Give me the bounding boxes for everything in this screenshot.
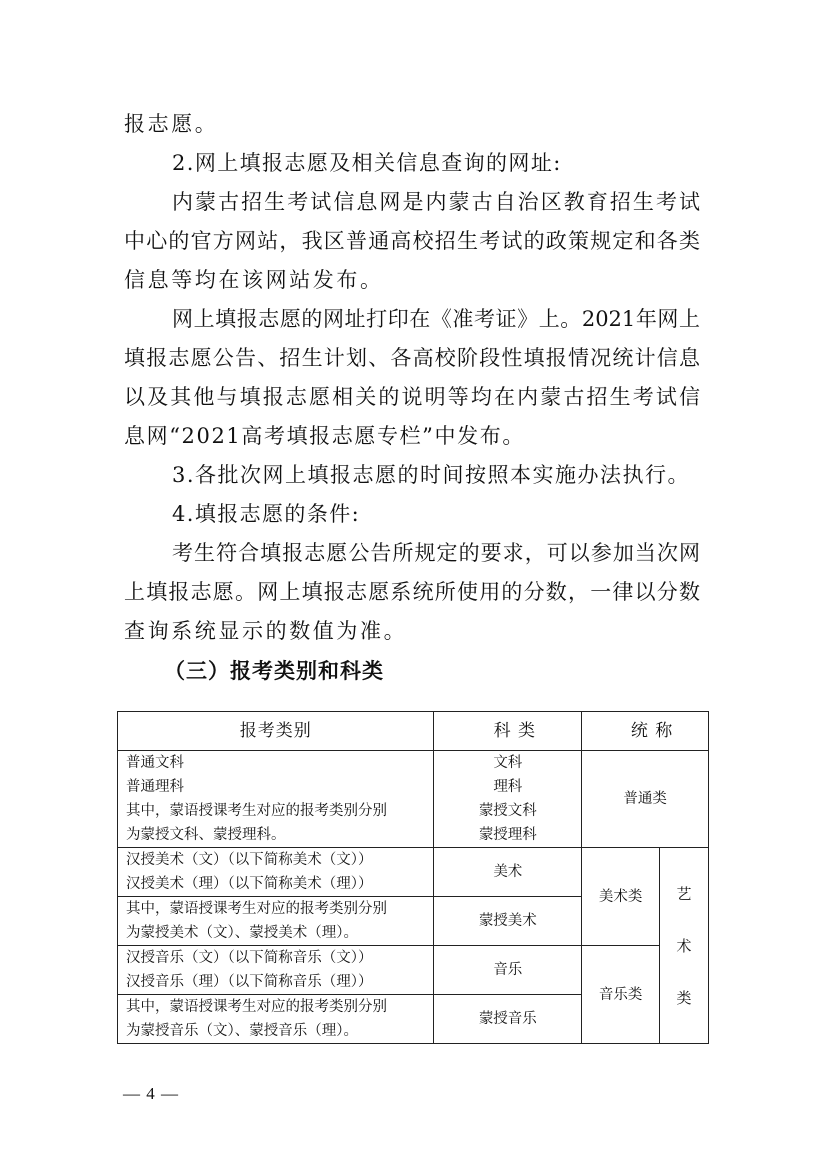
category-line: 为蒙授文科、蒙授理科。: [126, 827, 286, 843]
category-line: 普通理科: [126, 779, 184, 795]
table-row-music: [118, 946, 709, 995]
paragraph-line: 内蒙古招生考试信息网是内蒙古自治区教育招生考试: [172, 190, 700, 214]
category-cell: [118, 897, 434, 946]
paragraph-line: 网上填报志愿的网址打印在《准考证》上。2021年网上: [172, 307, 700, 331]
category-line: 其中，蒙语授课考生对应的报考类别分别: [126, 803, 387, 819]
category-line: 其中，蒙语授课考生对应的报考类别分别: [126, 901, 387, 917]
category-line: 汉授音乐（文）（以下简称音乐（文））: [126, 950, 373, 966]
header-category: 报考类别: [118, 712, 434, 751]
category-line: 汉授美术（理）（以下简称美术（理））: [126, 876, 373, 892]
subject-cell: [434, 751, 582, 848]
art-label-char: 艺: [676, 884, 692, 903]
group-cell: 普通类: [582, 751, 709, 848]
item-3-heading: 3.各批次网上填报志愿的时间按照本实施办法执行。: [172, 463, 691, 487]
paragraph-line: 息网“2021高考填报志愿专栏”中发布。: [124, 424, 525, 448]
subject-cell: 蒙授美术: [434, 897, 582, 946]
group-cell: 美术类: [582, 848, 660, 946]
category-cell: [118, 848, 434, 897]
category-line: 普通文科: [126, 755, 184, 771]
item-4-heading: 4.填报志愿的条件:: [172, 502, 361, 526]
subject-line: 文科: [493, 755, 523, 771]
category-line: 为蒙授音乐（文）、蒙授音乐（理）。: [126, 1023, 358, 1039]
section-heading: （三）报考类别和科类: [164, 659, 384, 683]
subject-cell: 音乐: [434, 946, 582, 995]
category-cell: [118, 751, 434, 848]
paragraph-line: 报志愿。: [124, 112, 219, 136]
art-label-char: 类: [676, 988, 692, 1007]
table-row-general: [118, 751, 709, 848]
subject-cell: 蒙授音乐: [434, 995, 582, 1044]
category-line: 汉授美术（文）（以下简称美术（文））: [126, 852, 373, 868]
page-number: — 4 —: [123, 1084, 179, 1103]
item-2-heading: 2.网上填报志愿及相关信息查询的网址:: [172, 151, 562, 175]
category-line: 为蒙授美术（文）、蒙授美术（理）。: [126, 925, 358, 941]
table-row-fine-arts: [118, 848, 709, 897]
subject-cell: 美术: [434, 848, 582, 897]
group-cell: 音乐类: [582, 946, 660, 1044]
art-group-cell: [660, 848, 709, 1044]
subject-line: 蒙授理科: [478, 827, 537, 843]
category-cell: [118, 946, 434, 995]
header-group: 统 称: [582, 712, 709, 751]
paragraph-line: 填报志愿公告、招生计划、各高校阶段性填报情况统计信息: [124, 346, 700, 370]
paragraph-line: 以及其他与填报志愿相关的说明等均在内蒙古招生考试信: [124, 385, 700, 409]
paragraph-line: 查询系统显示的数值为准。: [124, 619, 408, 643]
category-line: 汉授音乐（理）（以下简称音乐（理））: [126, 974, 373, 990]
paragraph-line: 信息等均在该网站发布。: [124, 268, 384, 292]
art-label-char: 术: [676, 936, 692, 955]
category-line: 其中，蒙语授课考生对应的报考类别分别: [126, 999, 387, 1015]
category-table: [117, 711, 709, 1044]
subject-line: 理科: [493, 779, 523, 795]
paragraph-line: 中心的官方网站，我区普通高校招生考试的政策规定和各类: [124, 229, 700, 253]
category-cell: [118, 995, 434, 1044]
header-subject: 科 类: [434, 712, 582, 751]
paragraph-line: 上填报志愿。网上填报志愿系统所使用的分数，一律以分数: [124, 580, 700, 604]
table-header-row: [118, 712, 709, 751]
subject-line: 蒙授文科: [478, 803, 537, 819]
paragraph-line: 考生符合填报志愿公告所规定的要求，可以参加当次网: [172, 541, 700, 565]
